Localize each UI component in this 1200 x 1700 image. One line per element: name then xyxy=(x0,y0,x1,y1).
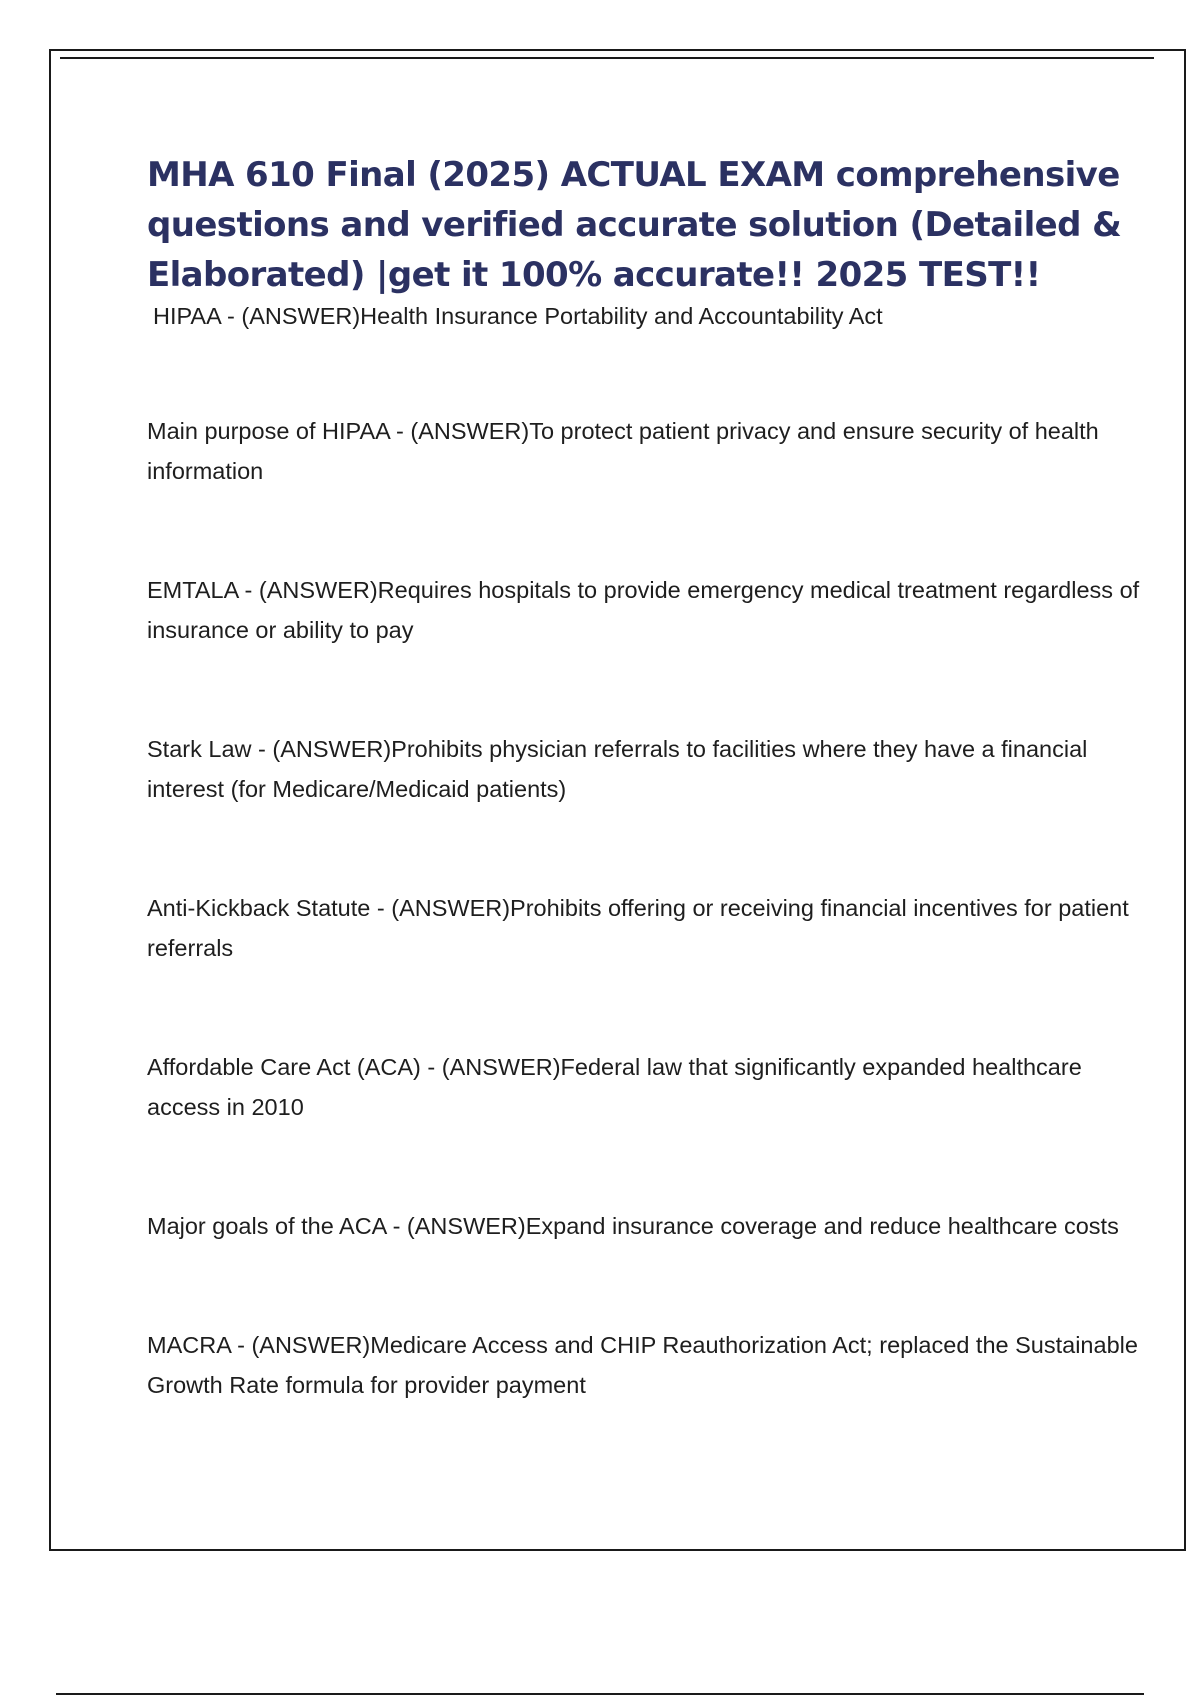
qa-item-aca-goals: Major goals of the ACA - (ANSWER)Expand insurance coverage and reduce healthcare costs xyxy=(147,1213,1119,1239)
page-frame xyxy=(49,49,1186,1551)
document-title: MHA 610 Final (2025) ACTUAL EXAM comprehensive questions and verified accurate solution (Detailed & Elaborated) |get it 100% accurate!! 2025 TEST!! xyxy=(147,155,1122,295)
qa-item-anti-kickback: Anti-Kickback Statute - (ANSWER)Prohibits offering or receiving financial incentives for patient referrals xyxy=(147,895,1129,961)
bottom-divider xyxy=(56,1693,1144,1695)
document-content xyxy=(147,150,1147,1405)
qa-item-hipaa: HIPAA - (ANSWER)Health Insurance Portability and Accountability Act xyxy=(153,303,883,329)
qa-item-emtala: EMTALA - (ANSWER)Requires hospitals to provide emergency medical treatment regardless of insurance or ability to pay xyxy=(147,577,1140,643)
qa-item-stark-law: Stark Law - (ANSWER)Prohibits physician referrals to facilities where they have a financial interest (for Medicare/Medicaid patients) xyxy=(147,736,1088,802)
qa-list xyxy=(147,300,1147,1405)
qa-item-macra: MACRA - (ANSWER)Medicare Access and CHIP Reauthorization Act; replaced the Sustainable Growth Rate formula for provider payment xyxy=(147,1332,1138,1398)
qa-item-aca: Affordable Care Act (ACA) - (ANSWER)Federal law that significantly expanded healthcare access in 2010 xyxy=(147,1054,1082,1120)
qa-item-hipaa-purpose: Main purpose of HIPAA - (ANSWER)To protect patient privacy and ensure security of health information xyxy=(147,418,1099,484)
top-divider xyxy=(60,57,1154,59)
